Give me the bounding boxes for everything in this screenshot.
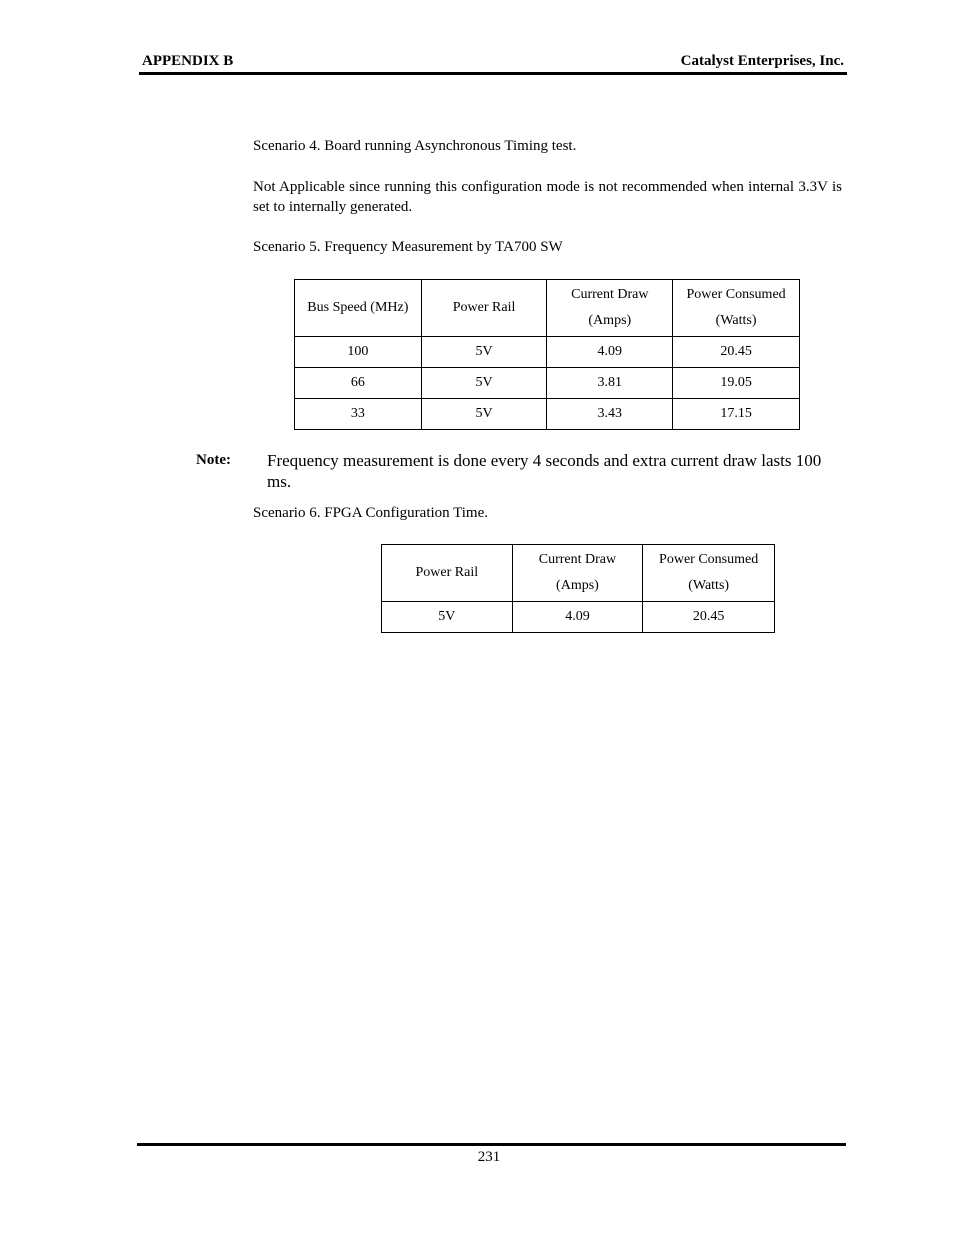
table-row — [295, 368, 800, 399]
table-cell: 20.45 — [673, 337, 800, 368]
column-header: Current Draw (Amps) — [547, 280, 673, 337]
scenario4-body: Not Applicable since running this configuration mode is not recommended when internal 3.3V is set to internally generated. — [253, 179, 842, 215]
table-cell: 3.43 — [547, 399, 673, 430]
table-row — [382, 602, 775, 633]
scenario6-title: Scenario 6. FPGA Configuration Time. — [253, 505, 489, 521]
header-section-title: APPENDIX B — [142, 53, 234, 69]
scenario6-table — [381, 544, 775, 633]
column-header: Power Rail — [382, 545, 513, 602]
column-header: Bus Speed (MHz) — [295, 280, 422, 337]
column-header: Power Consumed (Watts) — [673, 280, 800, 337]
table-cell: 4.09 — [547, 337, 673, 368]
scenario5-title: Scenario 5. Frequency Measurement by TA700 SW — [253, 239, 563, 255]
table-cell: 66 — [295, 368, 422, 399]
header-divider — [139, 72, 847, 75]
table-row — [295, 399, 800, 430]
table-cell: 5V — [382, 602, 513, 633]
note-text: Frequency measurement is done every 4 seconds and extra current draw lasts 100 ms. — [267, 451, 822, 491]
note-label: Note: — [196, 452, 231, 468]
scenario5-table — [294, 279, 800, 430]
table-cell: 33 — [295, 399, 422, 430]
column-header: Power Rail — [421, 280, 547, 337]
table-cell: 5V — [421, 399, 547, 430]
table-cell: 5V — [421, 368, 547, 399]
scenario4-title: Scenario 4. Board running Asynchronous Timing test. — [253, 138, 577, 154]
table-cell: 19.05 — [673, 368, 800, 399]
header-company-name: Catalyst Enterprises, Inc. — [680, 53, 844, 69]
table-row — [295, 337, 800, 368]
table-cell: 5V — [421, 337, 547, 368]
table-cell: 100 — [295, 337, 422, 368]
page-number: 231 — [477, 1149, 501, 1165]
table-cell: 3.81 — [547, 368, 673, 399]
table-cell: 4.09 — [512, 602, 643, 633]
table-header-row — [295, 280, 800, 337]
table-cell: 17.15 — [673, 399, 800, 430]
column-header: Power Consumed (Watts) — [643, 545, 775, 602]
column-header: Current Draw (Amps) — [512, 545, 643, 602]
table-header-row — [382, 545, 775, 602]
footer-divider — [137, 1143, 846, 1146]
table-cell: 20.45 — [643, 602, 775, 633]
